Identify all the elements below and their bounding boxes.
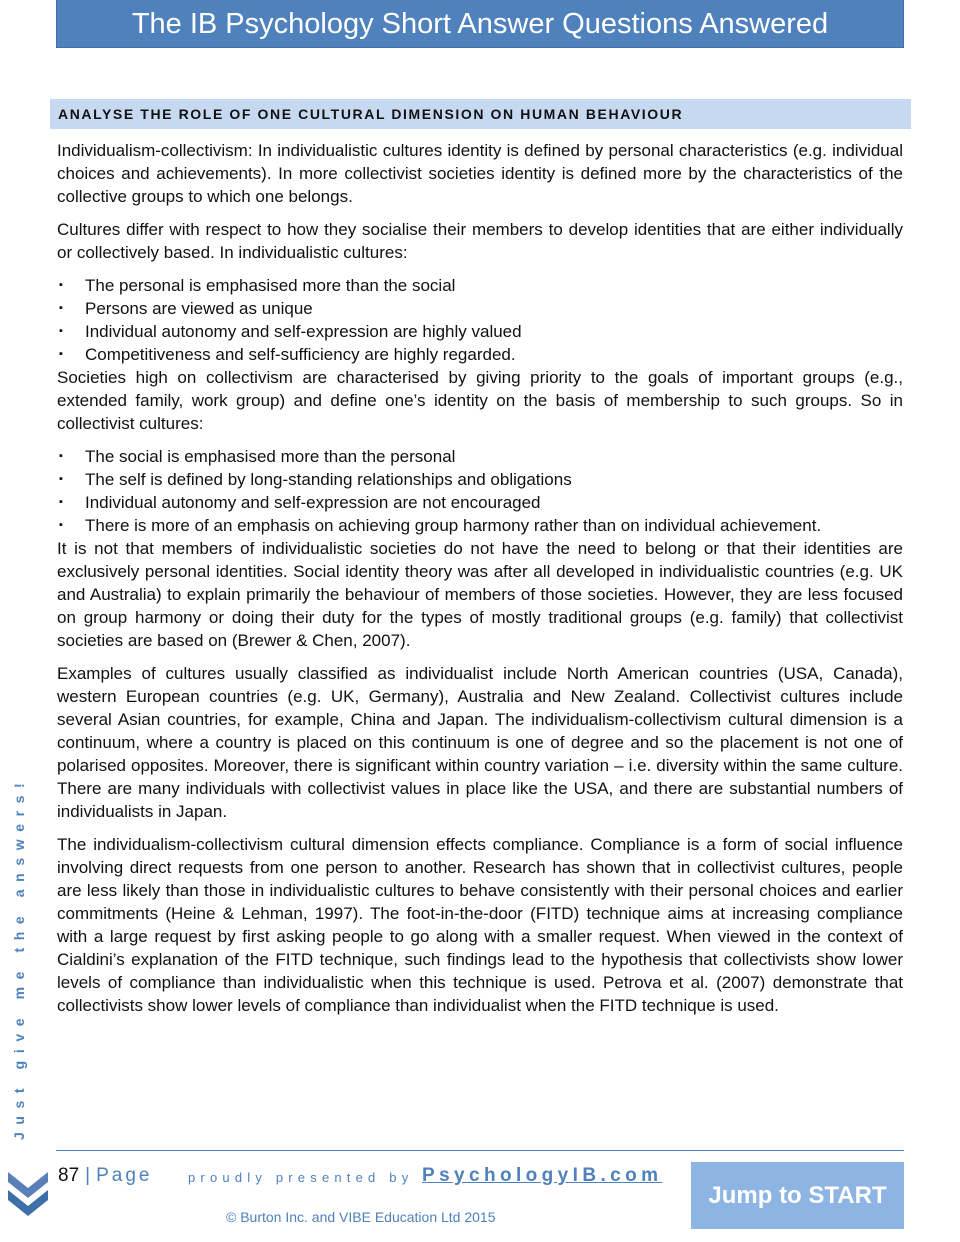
section-heading: ANALYSE THE ROLE OF ONE CULTURAL DIMENSION ON HUMAN BEHAVIOUR [50,99,911,129]
list-item: ▪ The self is defined by long-standing relationships and obligations [59,470,572,489]
list-item: ▪ Persons are viewed as unique [59,299,313,318]
sidebar-tagline: Just give me the answers! [11,775,27,1140]
page-number-value: 87 [58,1165,80,1186]
jump-to-start-button[interactable]: Jump to START [691,1162,904,1229]
presented-by: proudly presented by [188,1170,414,1185]
main-content [57,139,903,1027]
page-separator: | [85,1165,91,1186]
paragraph-4: It is not that members of individualistic societies do not have the need to belong or that their identities are exclusively personal identities. Social identity theory was after all developed in individualistic countries (e.g. UK and Australia) to explain primarily the behaviour of members of those societies. However, they are less focused on group harmony or doing their duty for the types of mostly traditional groups (e.g. family) that collectivist societies are based on (Brewer & Chen, 2007). [57,539,903,650]
list-item: ▪ There is more of an emphasis on achieving group harmony rather than on individual achievement. [59,516,822,535]
bullet-icon: ▪ [59,302,63,314]
paragraph-5: Examples of cultures usually classified as individualist include North American countries (USA, Canada), western European countries (e.g. UK, Germany), Australia and New Zealand. Collectivist cultures include several Asian countries, for example, China and Japan. The individualism-collectivism cultural dimension is a continuum, where a country is placed on this continuum is one of degree and so the placement is not one of polarised opposites. Moreover, there is significant within country variation – i.e. diversity within the same culture. There are many individuals with collectivist values in place like the USA, and there are substantial numbers of individualists in Japan. [57,664,903,821]
bullet-icon: ▪ [59,279,63,291]
list-item: ▪ The social is emphasised more than the personal [59,447,456,466]
bullet-icon: ▪ [59,519,63,531]
brand-link[interactable]: PsychologyIB.com [422,1165,663,1186]
list-item: ▪ Individual autonomy and self-expression are not encouraged [59,493,541,512]
bullet-icon: ▪ [59,325,63,337]
bullet-icon: ▪ [59,496,63,508]
footer-divider [56,1150,904,1151]
list-item: ▪ Individual autonomy and self-expression are highly valued [59,322,522,341]
individualist-list [57,274,903,366]
page-number [58,1163,152,1189]
list-item: ▪ The personal is emphasised more than the social [59,276,456,295]
double-chevron-icon[interactable] [6,1160,50,1218]
list-item: ▪ Competitiveness and self-sufficiency are highly regarded. [59,345,516,364]
header-title: The IB Psychology Short Answer Questions Answered [131,8,829,40]
collectivist-list [57,445,903,537]
paragraph-1: Individualism-collectivism: In individualistic cultures identity is defined by personal characteristics (e.g. individual choices and achievements). In more collectivist societies identity is defined more by the characteristics of the collective groups to which one belongs. [57,141,903,206]
paragraph-3: Societies high on collectivism are characterised by giving priority to the goals of important groups (e.g., extended family, work group) and define one’s identity on the basis of membership to such groups. So in collectivist cultures: [57,368,903,433]
bullet-icon: ▪ [59,473,63,485]
page-header [56,0,904,48]
bullet-icon: ▪ [59,450,63,462]
copyright: © Burton Inc. and VIBE Education Ltd 2015 [226,1209,496,1225]
bullet-icon: ▪ [59,348,63,360]
page-word: Page [96,1165,153,1186]
paragraph-2: Cultures differ with respect to how they socialise their members to develop identities that are either individually or collectively based. In individualistic cultures: [57,220,903,262]
paragraph-6: The individualism-collectivism cultural dimension effects compliance. Compliance is a form of social influence involving direct requests from one person to another. Research has shown that in collectivist cultures, people are less likely than those in individualistic cultures to behave consistently with their personal choices and earlier commitments (Heine & Lehman, 1997). The foot-in-the-door (FITD) technique aims at increasing compliance with a large request by first asking people to go along with a smaller request. When viewed in the context of Cialdini’s explanation of the FITD technique, such findings lead to the hypothesis that collectivists show lower levels of compliance than individualistic when this technique is used. Petrova et al. (2007) demonstrate that collectivists show lower levels of compliance than individualist when the FITD technique is used. [57,835,903,1015]
